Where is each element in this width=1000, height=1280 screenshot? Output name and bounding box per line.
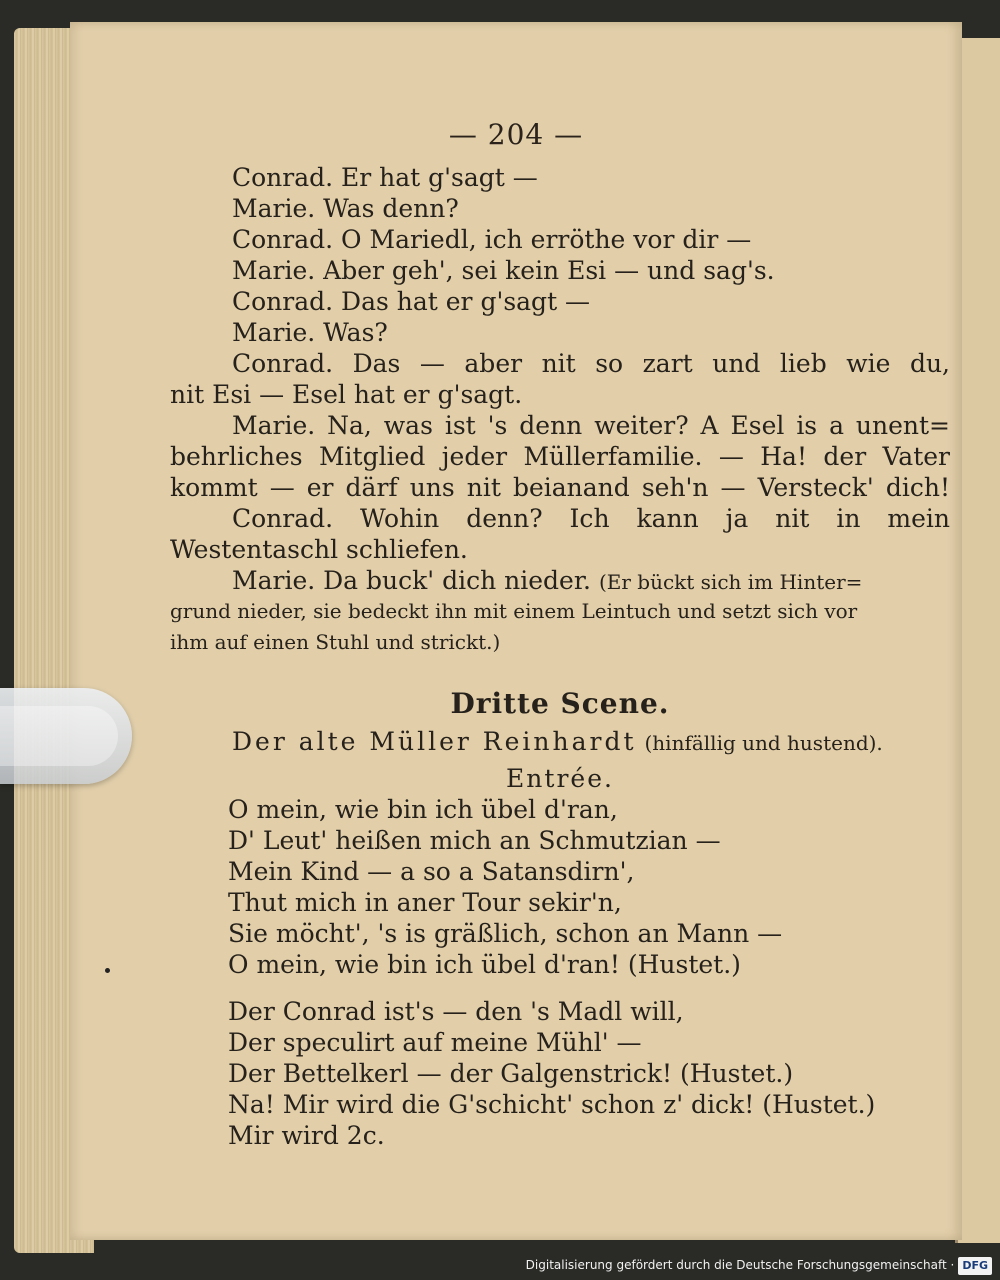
stage-direction: ihm auf einen Stuhl und strickt.)	[170, 630, 501, 654]
digitization-footer	[526, 1256, 992, 1274]
character-name: Der alte Müller Reinhardt	[232, 727, 637, 756]
verse-line: Der speculirt auf meine Mühl' —	[228, 1028, 642, 1057]
character-line	[170, 726, 950, 757]
dialogue-line: Marie. Was denn?	[232, 194, 459, 223]
dialogue-line: kommt — er därf uns nit beianand seh'n — Versteck' dich!	[170, 473, 950, 502]
page-text	[170, 162, 950, 1151]
dialogue-line: Conrad. O Mariedl, ich erröthe vor dir —	[232, 225, 752, 254]
dialogue-line	[170, 565, 950, 596]
dialogue-line: Westentaschl schliefen.	[170, 535, 468, 564]
dialogue-line: Marie. Aber geh', sei kein Esi — und sag's.	[232, 256, 775, 285]
verse-line: Mir wird 2c.	[228, 1121, 385, 1150]
verse-line: Sie möcht', 's is gräßlich, schon an Mann —	[228, 919, 783, 948]
page-clip	[0, 688, 132, 784]
footer-text: Digitalisierung gefördert durch die Deutsche Forschungsgemeinschaft ·	[525, 1258, 955, 1272]
stage-direction: (Er bückt sich im Hinter=	[598, 570, 863, 594]
page-number: — 204 —	[448, 118, 584, 151]
verse-line: Der Bettelkerl — der Galgenstrick! (Hustet.)	[228, 1059, 794, 1088]
dialogue-text: Marie. Da buck' dich nieder.	[232, 566, 591, 595]
dialogue-line: Marie. Was?	[232, 318, 388, 347]
verse-line: Thut mich in aner Tour sekir'n,	[228, 888, 622, 917]
dialogue-line: Conrad. Das hat er g'sagt —	[232, 287, 591, 316]
dialogue-line: Conrad. Er hat g'sagt —	[232, 163, 538, 192]
entree-heading: Entrée.	[506, 764, 614, 793]
stage-direction: (hinfällig und hustend).	[644, 731, 883, 755]
stage-direction: grund nieder, sie bedeckt ihn mit einem Leintuch und setzt sich vor	[170, 599, 858, 623]
book-page	[70, 22, 962, 1240]
dfg-logo-icon: DFG	[958, 1257, 992, 1275]
verse-line: Der Conrad ist's — den 's Madl will,	[228, 997, 684, 1026]
scene-title: Dritte Scene.	[450, 687, 670, 720]
verse-line: O mein, wie bin ich übel d'ran,	[228, 795, 618, 824]
dialogue-line: nit Esi — Esel hat er g'sagt.	[170, 380, 523, 409]
dialogue-line: Conrad. Das — aber nit so zart und lieb wie du,	[232, 349, 950, 378]
verse-line: O mein, wie bin ich übel d'ran! (Hustet.)	[228, 950, 741, 979]
ink-speck	[105, 968, 110, 973]
dialogue-line: Marie. Na, was ist 's denn weiter? A Esel is a unent=	[232, 411, 950, 440]
dialogue-line: behrliches Mitglied jeder Müllerfamilie. — Ha! der Vater	[170, 442, 950, 471]
verse-line: Mein Kind — a so a Satansdirn',	[228, 857, 635, 886]
dialogue-line: Conrad. Wohin denn? Ich kann ja nit in mein	[232, 504, 950, 533]
verse-line: D' Leut' heißen mich an Schmutzian —	[228, 826, 721, 855]
verse-line: Na! Mir wird die G'schicht' schon z' dick! (Hustet.)	[228, 1090, 876, 1119]
